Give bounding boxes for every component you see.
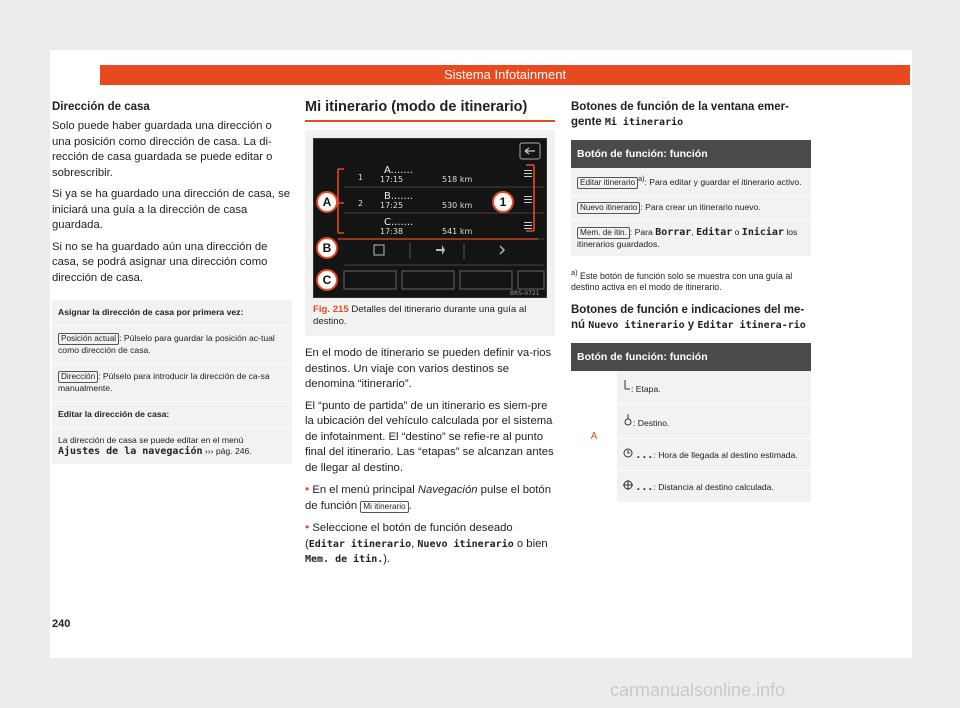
column-function-buttons [571, 100, 811, 503]
row-text: : Etapa. [631, 383, 661, 394]
page-number: 240 [52, 618, 71, 630]
row-text: : Destino. [633, 417, 670, 428]
watermark: carmanualsonline.info [610, 680, 786, 700]
placeholder-dots: ... [635, 449, 654, 461]
table-header: Botón de función: función [571, 140, 811, 168]
instruction-step: • En el menú principal Navegación pulse el botón de función Mi itinerario . [305, 482, 552, 512]
figure-code: BRS-0721 [510, 290, 540, 297]
placeholder-dots: ... [635, 481, 654, 493]
arrival-time: 17:15 [380, 175, 404, 184]
table-row [571, 196, 811, 221]
edit-itinerary-label: Editar itinera-rio [697, 319, 806, 331]
stop-distance: 518 km [442, 175, 473, 184]
column-my-itinerary [305, 98, 555, 574]
heading-text: Botones de función de la ventana emer-gente [571, 101, 789, 128]
infotainment-screen [313, 138, 547, 298]
table-row [617, 371, 811, 405]
heading-text: y [687, 318, 695, 331]
my-itinerary-button[interactable]: Mi itinerario [360, 501, 408, 513]
row-text: los itinerarios guardados. [577, 226, 798, 249]
footnote-mark: a) [571, 267, 578, 277]
paragraph: El “punto de partida” de un itinerario es siem-pre la ubicación del vehículo calculada por el sistema de infotainment. El “destino” se refie-re al punto final del itinerario. Las “etapas” se alcanzan antes de llegar al destino. [305, 399, 554, 474]
waypoint-icon [623, 380, 631, 392]
stop-distance: 541 km [442, 227, 473, 236]
address-button[interactable]: Dirección [58, 371, 98, 383]
column-home-address [52, 100, 292, 465]
home-address-heading: Dirección de casa [52, 101, 150, 113]
paragraph: Solo puede haber guardada una dirección o una posición como dirección de casa. La di-rección de casa guardada se puede editar o sobrescribir. [52, 120, 273, 179]
new-itinerary-label: Nuevo itinerario [588, 319, 685, 331]
home-address-box [52, 300, 292, 465]
footnote-mark: a) [638, 175, 645, 183]
stop-name[interactable]: A....... [384, 165, 413, 176]
row-text: : Hora de llegada al destino estimada. [653, 449, 798, 460]
label-a: A [590, 431, 598, 443]
table-row: Mem. de itin. : Para Borrar, Editar o Iniciar los itinerarios guardados. [571, 221, 811, 257]
page-header: Sistema Infotainment [100, 65, 910, 85]
bullet-icon: • [305, 482, 310, 496]
row-text: : Para editar y guardar el itinerario activo. [644, 176, 802, 187]
stop-distance: 530 km [442, 201, 473, 210]
box-row-text: : Púlselo para guardar la posición ac-tual como dirección de casa. [58, 333, 275, 355]
start-label: Iniciar [741, 226, 784, 238]
figure-number: Fig. 215 [313, 304, 349, 315]
stop-name[interactable]: C....... [384, 217, 414, 228]
stop-number: 2 [358, 199, 364, 208]
step-text: o bien [516, 537, 548, 550]
bullet-icon: • [305, 520, 310, 534]
row-text: o [734, 226, 740, 237]
figure-215 [305, 130, 555, 336]
callout-b: B [316, 237, 338, 259]
clock-icon [623, 448, 633, 458]
row-text: : Para crear un itinerario nuevo. [640, 201, 761, 212]
stop-number: 1 [358, 173, 364, 182]
nav-settings-menu: Ajustes de la navegación [58, 446, 203, 457]
table-row [571, 168, 811, 196]
box-row [52, 364, 292, 402]
callout-c: C [316, 269, 338, 291]
callout-1: 1 [492, 191, 514, 213]
box-row-text: La dirección de casa se puede editar en el menú [58, 435, 244, 445]
arrival-time: 17:38 [380, 227, 404, 236]
section-title: Mi itinerario (modo de itinerario) [305, 98, 555, 122]
step-text: ). [383, 553, 391, 565]
edit-itinerary-button[interactable]: Editar itinerario [577, 177, 638, 189]
stop-name[interactable]: B....... [384, 191, 414, 202]
my-itinerary-label: Mi itinerario [604, 117, 684, 128]
page-reference[interactable]: ››› pág. 246. [204, 446, 252, 456]
heading-text: Botones de función e indicaciones del me-nú [571, 303, 805, 331]
arrival-time: 17:25 [380, 201, 404, 210]
icon-table-rows [617, 371, 811, 503]
paragraph: Si ya se ha guardado una dirección de casa, se iniciará una guía a la dirección de casa guardada. [52, 188, 291, 231]
box-heading: Asignar la dirección de casa por primera vez: [52, 300, 292, 326]
row-text: : Distancia al destino calculada. [653, 481, 774, 492]
table-row [617, 439, 811, 471]
edit-label: Editar [696, 226, 733, 238]
instruction-step: • Seleccione el botón de función deseado (Editar itinerario, Nuevo itinerario o bien Mem. de itin.). [305, 520, 548, 565]
new-itinerary-button[interactable]: Nuevo itinerario [577, 202, 640, 214]
table-header: Botón de función: función [571, 343, 811, 371]
table-row [617, 405, 811, 439]
new-itinerary-label: Nuevo itinerario [417, 538, 514, 550]
menu-buttons-heading [571, 303, 811, 333]
saved-itinerary-button[interactable]: Mem. de itin. [577, 227, 630, 239]
box-row [52, 428, 292, 465]
callout-a: A [316, 191, 338, 213]
box-row-text: : Púlselo para introducir la dirección de ca-sa manualmente. [58, 371, 270, 393]
destination-icon [623, 414, 633, 426]
footnote [571, 267, 811, 293]
footnote-text: Este botón de función solo se muestra con una guía al destino activa en el modo de itinerario. [571, 270, 793, 292]
edit-itinerary-label: Editar itinerario [308, 538, 412, 550]
table-row [617, 471, 811, 503]
delete-label: Borrar [655, 226, 692, 238]
figure-caption-text: Detalles del itinerario durante una guía al destino. [313, 304, 527, 327]
box-row [52, 326, 292, 364]
saved-itinerary-label: Mem. de itin. [305, 554, 384, 565]
screen-graphics [314, 139, 547, 298]
current-position-button[interactable]: Posición actual [58, 333, 119, 345]
popup-buttons-heading [571, 100, 811, 130]
navigation-menu-name: Navegación [417, 484, 478, 496]
row-text: : Para [629, 226, 653, 237]
distance-icon [623, 480, 633, 490]
step-text: Seleccione el botón de función deseado ( [305, 522, 513, 550]
figure-caption [313, 304, 547, 328]
step-text: En el menú principal [312, 484, 415, 496]
paragraph: En el modo de itinerario se pueden definir va-rios destinos. Un viaje con varios destinos se denomina “itinerario”. [305, 347, 552, 390]
icon-table [571, 371, 811, 503]
paragraph: Si no se ha guardado aún una dirección de casa, se podrá asignar una dirección como dirección de casa. [52, 240, 268, 284]
step-text: pulse el botón de función [305, 484, 552, 512]
box-heading: Editar la dirección de casa: [52, 402, 292, 428]
